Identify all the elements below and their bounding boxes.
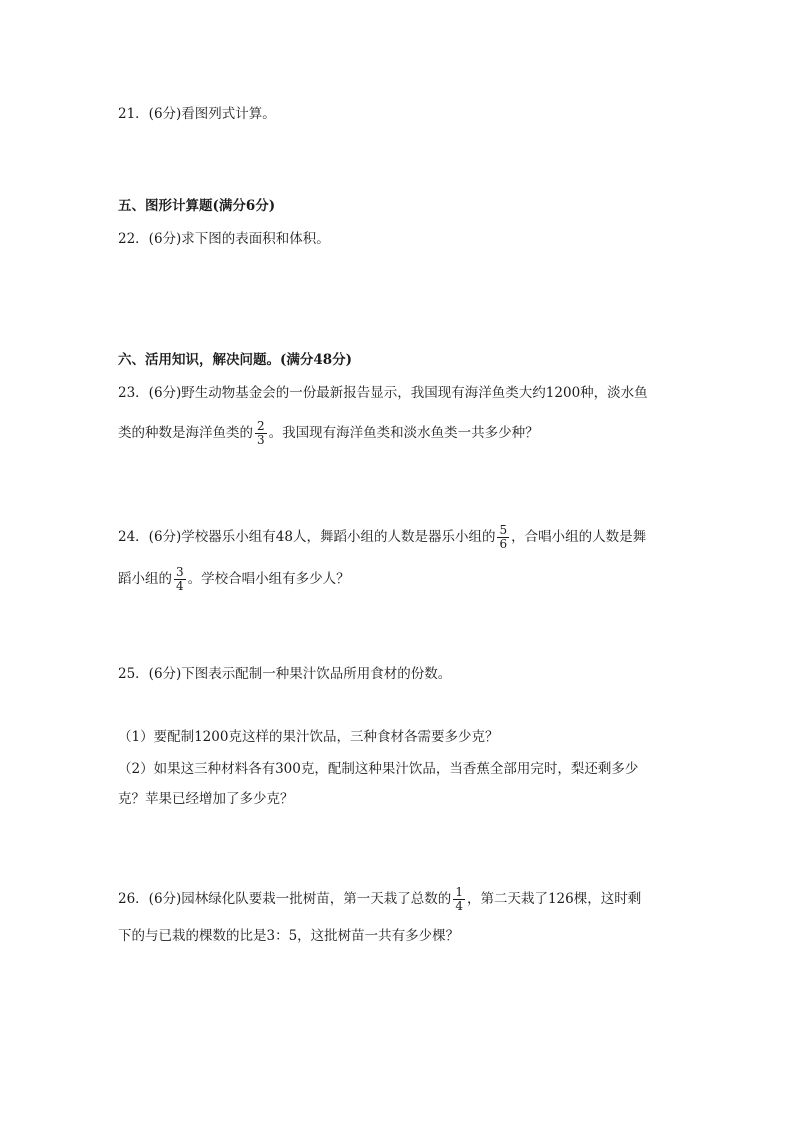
question-26-text-before-fraction: 26．(6分)园林绿化队要栽一批树苗，第一天栽了总数的 bbox=[118, 891, 452, 907]
question-22: 22．(6分)求下图的表面积和体积。 bbox=[118, 231, 330, 247]
question-25: 25．(6分)下图表示配制一种果汁饮品所用食材的份数。 bbox=[118, 666, 452, 682]
section-5-title: 五、图形计算题(满分6分) bbox=[118, 198, 276, 214]
fraction-numerator: 1 bbox=[455, 885, 463, 899]
fraction-numerator: 2 bbox=[257, 419, 265, 433]
fraction-denominator: 3 bbox=[257, 433, 265, 447]
fraction-denominator: 6 bbox=[499, 537, 508, 551]
question-21: 21．(6分)看图列式计算。 bbox=[118, 106, 276, 122]
question-24-text-after-fraction: ，合唱小组的人数是舞 bbox=[511, 529, 647, 545]
fraction-five-sixths bbox=[497, 524, 509, 551]
question-23-text-before-fraction: 类的种数是海洋鱼类的 bbox=[118, 425, 253, 441]
question-24-text-after-fraction-2: 。学校合唱小组有多少人？ bbox=[187, 571, 350, 587]
fraction-numerator: 5 bbox=[499, 523, 508, 537]
question-24-text-before-fraction-2: 蹈小组的 bbox=[118, 571, 172, 587]
section-6-title: 六、活用知识，解决问题。(满分48分) bbox=[118, 352, 353, 368]
question-23-text-after-fraction: 。我国现有海洋鱼类和淡水鱼类一共多少种？ bbox=[268, 425, 539, 441]
question-24-line-1 bbox=[118, 524, 646, 551]
question-26-line-2: 下的与已栽的棵数的比是3：5，这批树苗一共有多少棵？ bbox=[118, 928, 460, 944]
question-24-line-2 bbox=[118, 566, 350, 593]
fraction-three-quarters bbox=[174, 566, 186, 593]
question-25-sub-1: （1）要配制1200克这样的果汁饮品，三种食材各需要多少克？ bbox=[118, 729, 499, 745]
fraction-one-quarter bbox=[453, 886, 465, 913]
question-23-line-1: 23．(6分)野生动物基金会的一份最新报告显示，我国现有海洋鱼类大约1200种，淡水鱼 bbox=[118, 385, 648, 401]
question-26-line-1 bbox=[118, 886, 641, 913]
fraction-denominator: 4 bbox=[455, 899, 463, 913]
fraction-two-thirds bbox=[255, 420, 267, 447]
question-25-sub-2-line-1: （2）如果这三种材料各有300克，配制这种果汁饮品，当香蕉全部用完时，梨还剩多少 bbox=[118, 761, 639, 777]
question-26-text-after-fraction: ，第二天栽了126棵，这时剩 bbox=[466, 891, 642, 907]
fraction-numerator: 3 bbox=[176, 565, 184, 579]
question-24-text-before-fraction: 24．(6分)学校器乐小组有48人，舞蹈小组的人数是器乐小组的 bbox=[118, 529, 496, 545]
fraction-denominator: 4 bbox=[176, 579, 184, 593]
question-25-sub-2-line-2: 克？苹果已经增加了多少克？ bbox=[118, 791, 294, 807]
question-23-line-2 bbox=[118, 420, 539, 447]
